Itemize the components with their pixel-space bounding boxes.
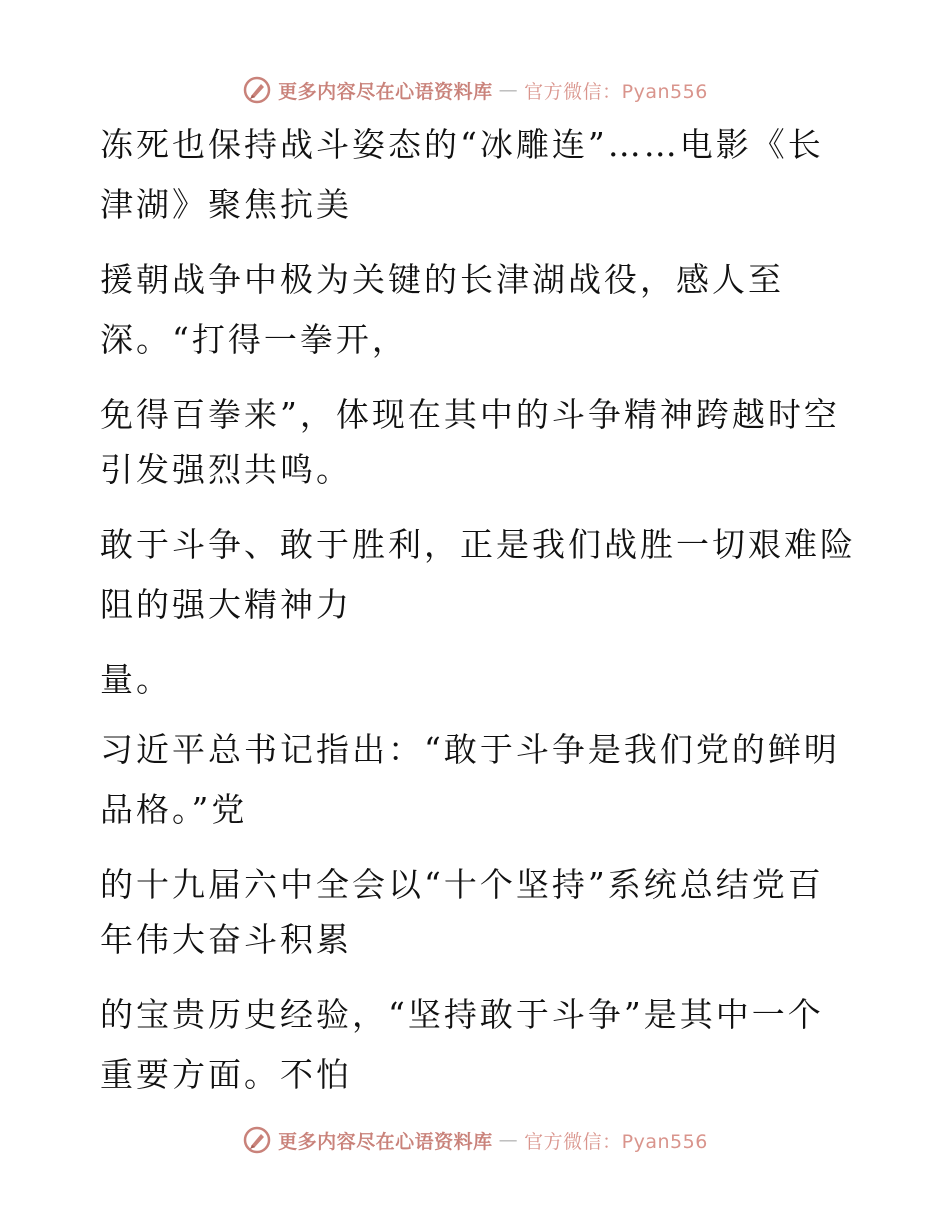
watermark-contact: 官方微信：Pyan556 bbox=[524, 80, 708, 103]
text-line: 年伟大奋斗积累 bbox=[100, 920, 352, 959]
footer-watermark bbox=[0, 1120, 950, 1160]
text-line: 量。 bbox=[100, 660, 172, 699]
pen-nib-logo-icon bbox=[242, 75, 272, 105]
text-line: 免得百拳来”，体现在其中的斗争精神跨越时空 bbox=[100, 395, 840, 434]
text-line: 品格。”党 bbox=[100, 790, 248, 829]
text-line: 津湖》聚焦抗美 bbox=[100, 185, 352, 224]
text-line: 习近平总书记指出：“敢于斗争是我们党的鲜明 bbox=[100, 730, 840, 769]
text-line: 冻死也保持战斗姿态的“冰雕连”……电影《长 bbox=[100, 125, 824, 164]
text-line: 敢于斗争、敢于胜利，正是我们战胜一切艰难险 bbox=[100, 525, 856, 564]
watermark-contact: 官方微信：Pyan556 bbox=[524, 1130, 708, 1153]
header-watermark bbox=[0, 70, 950, 110]
pen-nib-logo-icon bbox=[242, 1125, 272, 1155]
text-line: 的十九届六中全会以“十个坚持”系统总结党百 bbox=[100, 865, 824, 904]
text-line: 深。“打得一拳开， bbox=[100, 320, 408, 359]
watermark-text: 更多内容尽在心语资料库 bbox=[278, 1130, 493, 1153]
watermark-separator: — bbox=[498, 79, 519, 101]
text-line: 援朝战争中极为关键的长津湖战役，感人至 bbox=[100, 260, 784, 299]
text-line: 的宝贵历史经验，“坚持敢于斗争”是其中一个 bbox=[100, 995, 824, 1034]
text-line: 引发强烈共鸣。 bbox=[100, 450, 352, 489]
text-line: 重要方面。不怕 bbox=[100, 1055, 352, 1094]
text-line: 阻的强大精神力 bbox=[100, 585, 352, 624]
watermark-separator: — bbox=[498, 1129, 519, 1151]
watermark-text: 更多内容尽在心语资料库 bbox=[278, 80, 493, 103]
